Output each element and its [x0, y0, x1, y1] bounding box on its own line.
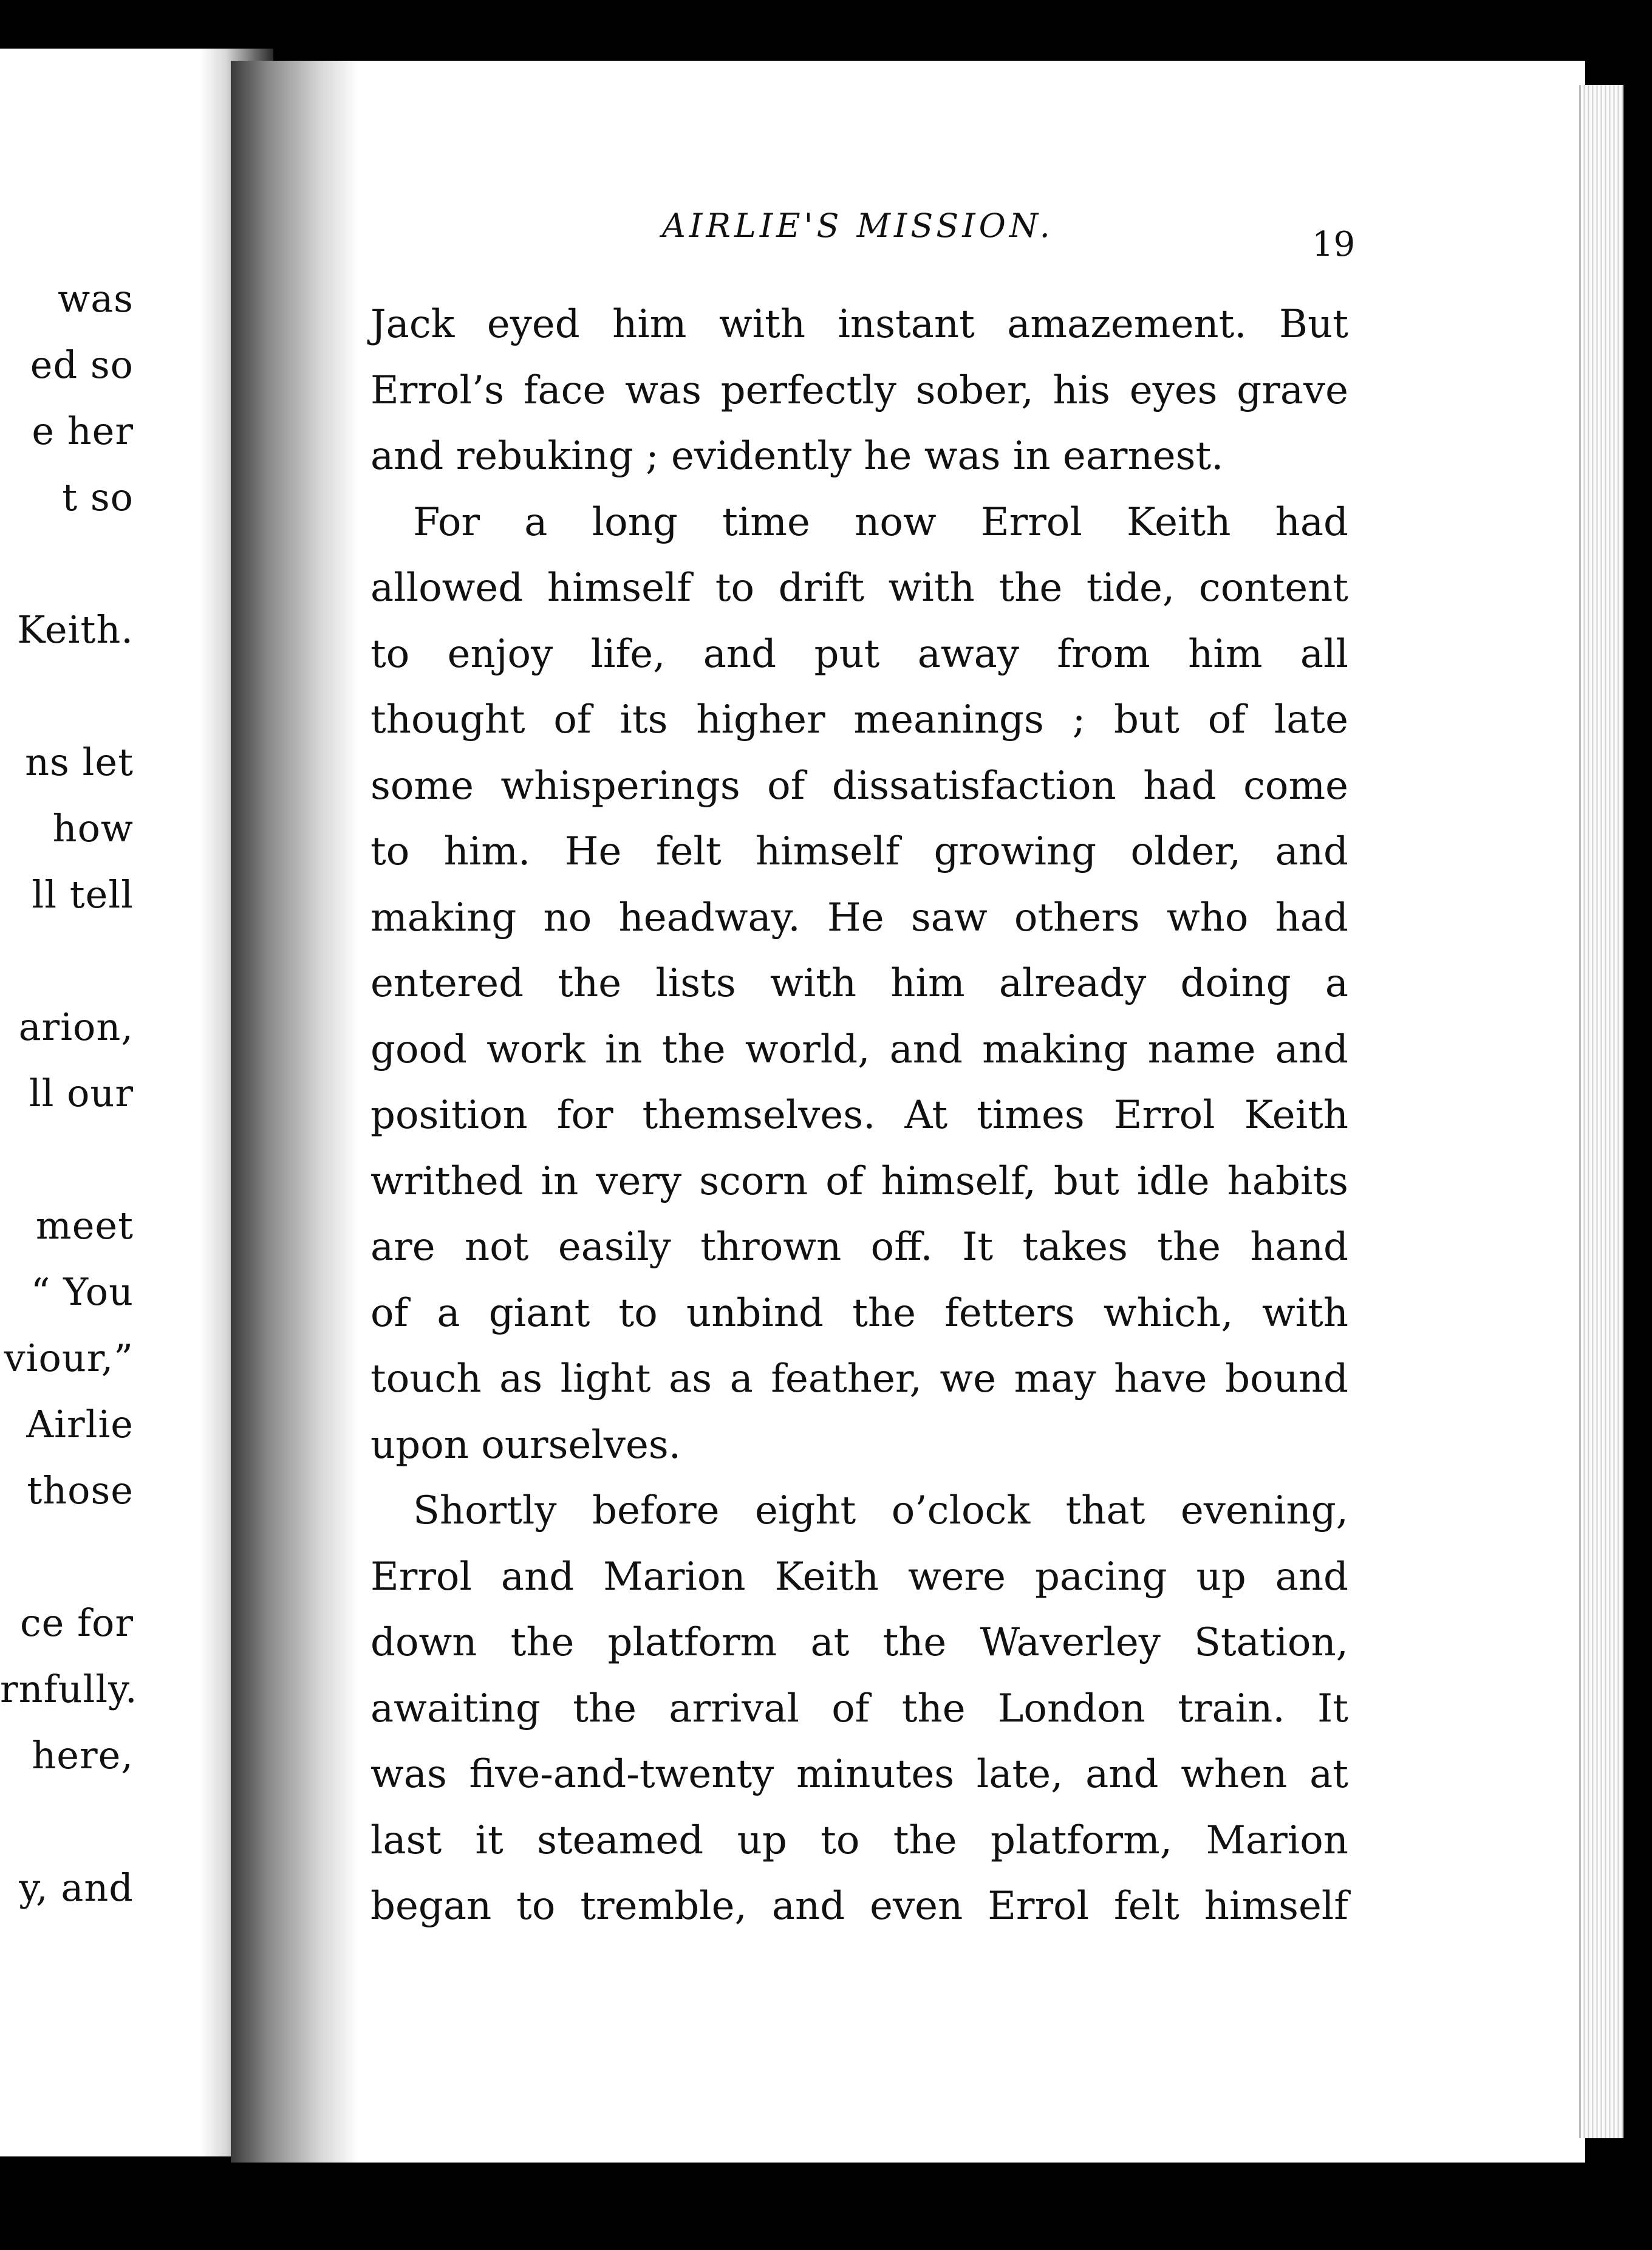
text-line: are not easily thrown off. It takes the hand	[370, 1225, 1348, 1270]
text-line: For a long time now Errol Keith had	[413, 499, 1348, 545]
text-line: down the platform at the Waverley Station,	[370, 1620, 1348, 1665]
left-page-line: meet	[35, 1203, 134, 1248]
left-page-line: here,	[32, 1733, 134, 1777]
text-line: and rebuking ; evidently he was in earnest.	[370, 434, 1224, 479]
left-page-line: ed so	[30, 343, 134, 387]
text-line: to him. He felt himself growing older, and	[370, 829, 1348, 874]
text-line: upon ourselves.	[370, 1422, 681, 1468]
text-line: touch as light as a feather, we may have bound	[370, 1356, 1348, 1401]
paragraph	[370, 1478, 1348, 1940]
left-page-line: ce for	[19, 1601, 134, 1645]
body-text	[370, 292, 1348, 1940]
text-line: of a giant to unbind the fetters which, with	[370, 1290, 1348, 1336]
text-line: some whisperings of dissatisfaction had come	[370, 763, 1348, 809]
left-page-line: Airlie	[26, 1402, 134, 1446]
text-line: making no headway. He saw others who had	[370, 895, 1348, 940]
text-line: Errol and Marion Keith were pacing up and	[370, 1554, 1348, 1599]
text-line: last it steamed up to the platform, Marion	[370, 1817, 1348, 1863]
left-page-line: viour,”	[4, 1336, 134, 1380]
running-head: AIRLIE'S MISSION.	[662, 207, 1054, 245]
left-page-line: rnfully.	[0, 1667, 138, 1711]
page-edge-stack	[1579, 85, 1623, 2138]
text-line: Errol’s face was perfectly sober, his eyes grave	[370, 368, 1348, 413]
text-line: position for themselves. At times Errol Keith	[370, 1093, 1348, 1138]
page-number: 19	[1312, 225, 1356, 264]
text-line: good work in the world, and making name and	[370, 1027, 1348, 1072]
text-line: Jack eyed him with instant amazement. But	[370, 302, 1348, 347]
left-page-line: ll tell	[32, 872, 134, 917]
left-page-line: “ You	[30, 1270, 134, 1314]
left-page-line: arion,	[18, 1005, 134, 1049]
left-page-line: e her	[32, 409, 134, 453]
left-page-line: was	[58, 276, 134, 321]
left-page-line: ns let	[25, 740, 134, 784]
left-page-line: t so	[62, 475, 134, 519]
paragraph	[370, 490, 1348, 1479]
text-line: writhed in very scorn of himself, but idle habits	[370, 1158, 1348, 1204]
text-line: Shortly before eight o’clock that evening,	[413, 1488, 1348, 1533]
left-page-line: how	[52, 806, 134, 850]
text-line: entered the lists with him already doing a	[370, 961, 1348, 1006]
text-line: thought of its higher meanings ; but of late	[370, 697, 1348, 742]
left-page-line: ll our	[29, 1071, 134, 1115]
text-line: was five-and-twenty minutes late, and when at	[370, 1752, 1348, 1797]
text-line: to enjoy life, and put away from him all	[370, 631, 1348, 677]
text-line: awaiting the arrival of the London train. It	[370, 1686, 1348, 1731]
left-page-line: those	[27, 1468, 134, 1513]
paragraph	[370, 292, 1348, 490]
text-line: allowed himself to drift with the tide, content	[370, 566, 1348, 610]
left-page-line: Keith.	[17, 607, 134, 652]
right-page-gutter-shadow	[231, 61, 358, 2163]
left-page-line: y, and	[19, 1865, 134, 1910]
text-line: began to tremble, and even Errol felt himself	[370, 1884, 1348, 1929]
